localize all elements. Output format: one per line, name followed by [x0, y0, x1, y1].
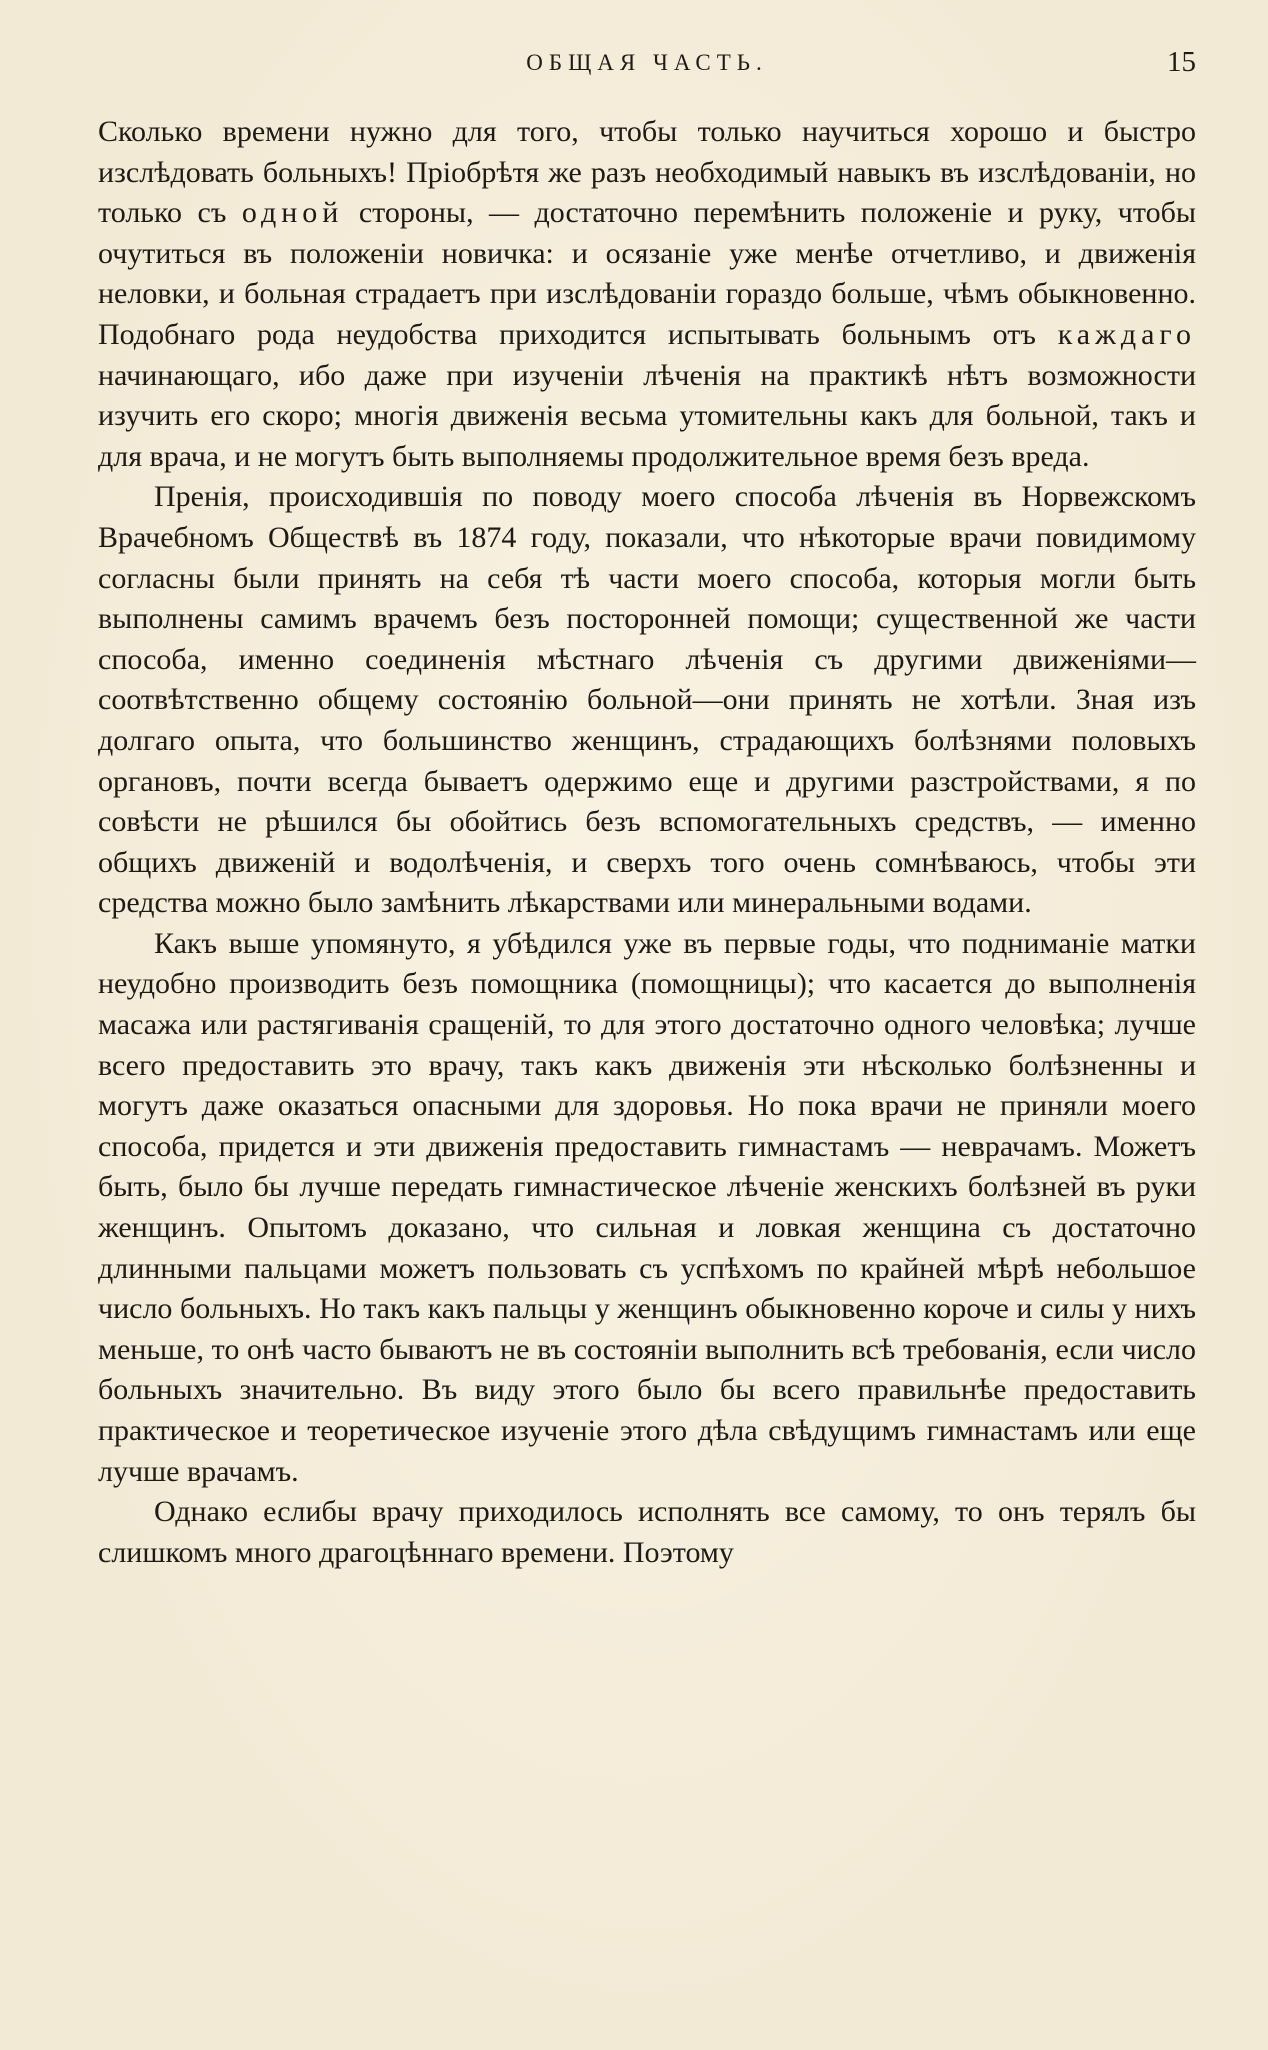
emphasis-spaced: каждаго: [1057, 317, 1196, 351]
running-title: ОБЩАЯ ЧАСТЬ.: [526, 50, 768, 75]
paragraph-1: [98, 112, 1196, 477]
text-run: стороны, — достаточно перемѣнить положеніе и руку, чтобы очутиться въ положеніи новичка: и осязаніе уже менѣе отчетливо, и движенія неловки, и больная страдаетъ при изслѣдованіи гораздо больше, чѣмъ обыкновенно. Подобнаго рода неудобства приходится испытывать больнымъ отъ: [98, 196, 1196, 351]
paragraph-4: [98, 1492, 1196, 1573]
paragraph-3: [98, 924, 1196, 1492]
paragraph-2: [98, 477, 1196, 924]
running-head: [98, 46, 1196, 86]
emphasis-spaced: одной: [241, 196, 344, 230]
text-run: Сколько времени нужно для того, чтобы только научиться хорошо и быстро изслѣдовать больныхъ! Пріобрѣтя же разъ необходимый навыкъ въ изслѣдованіи, но только съ: [98, 115, 1196, 230]
text-run: начинающаго, ибо даже при изученіи лѣченія на практикѣ нѣтъ возможности изучить его скоро; многія движенія весьма утомительны какъ для больной, такъ и для врача, и не могутъ быть выполняемы продолжительное время безъ вреда.: [98, 358, 1196, 473]
text-run: Какъ выше упомянуто, я убѣдился уже въ первые годы, что подниманіе матки неудобно производить безъ помощника (помощницы); что касается до выполненія масажа или растягиванія сращеній, то для этого достаточно одного человѣка; лучше всего предоставить это врачу, такъ какъ движенія эти нѣсколько болѣзненны и могутъ даже оказаться опасными для здоровья. Но пока врачи не приняли моего способа, придется и эти движенія предоставить гимнастамъ — неврачамъ. Можетъ быть, было бы лучше передать гимнастическое лѣченіе женскихъ болѣзней въ руки женщинъ. Опытомъ доказано, что сильная и ловкая женщина съ достаточно длинными пальцами можетъ пользовать съ успѣхомъ по крайней мѣрѣ небольшое число больныхъ. Но такъ какъ пальцы у женщинъ обыкновенно короче и силы у нихъ меньше, то онѣ часто бываютъ не въ состояніи выполнить всѣ требованія, если число больныхъ значительно. Въ виду этого было бы всего правильнѣе предоставить практическое и теоретическое изученіе этого дѣла свѣдущимъ гимнастамъ или еще лучше врачамъ.: [98, 926, 1196, 1488]
text-run: Пренія, происходившія по поводу моего способа лѣченія въ Норвежскомъ Врачебномъ Обществѣ въ 1874 году, показали, что нѣкоторые врачи повидимому согласны были принять на себя тѣ части моего способа, которыя могли быть выполнены самимъ врачемъ безъ посторонней помощи; существенной же части способа, именно соединенія мѣстнаго лѣченія съ другими движеніями—соотвѣтственно общему состоянію больной—они принять не хотѣли. Зная изъ долгаго опыта, что большинство женщинъ, страдающихъ болѣзнями половыхъ органовъ, почти всегда бываетъ одержимо еще и другими разстройствами, я по совѣсти не рѣшился бы обойтись безъ вспомогательныхъ средствъ, — именно общихъ движеній и водолѣченія, и сверхъ того очень сомнѣваюсь, чтобы эти средства можно было замѣнить лѣкарствами или минеральными водами.: [98, 480, 1196, 920]
page-number: 15: [1167, 46, 1196, 78]
body-text: [98, 112, 1196, 1573]
text-run: Однако еслибы врачу приходилось исполнять все самому, то онъ терялъ бы слишкомъ много драгоцѣннаго времени. Поэтому: [98, 1495, 1196, 1569]
